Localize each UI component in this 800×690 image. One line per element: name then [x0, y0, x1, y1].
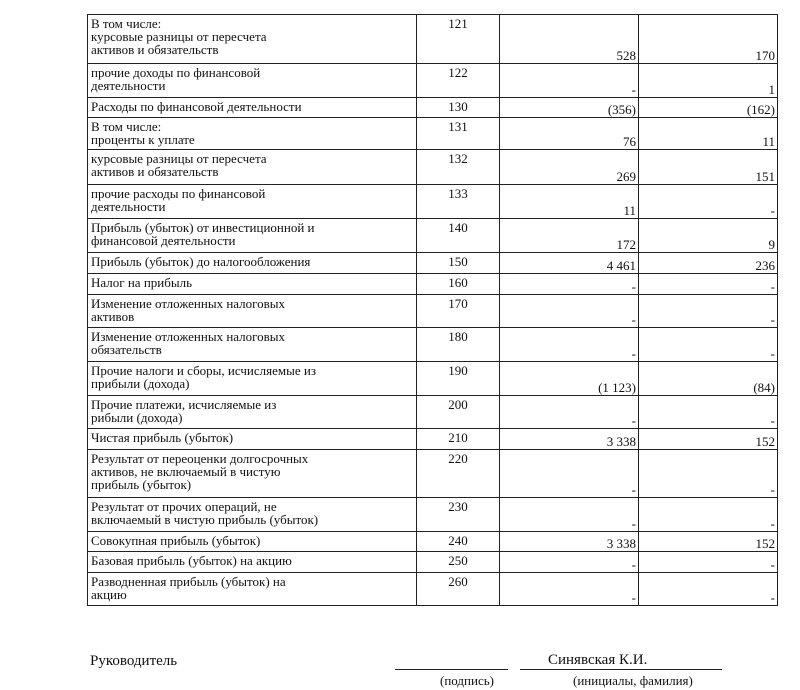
row-code: 140 — [417, 219, 500, 253]
previous-period-value: - — [639, 396, 778, 429]
row-label: В том числе: проценты к уплате — [88, 118, 417, 150]
current-period-value: - — [500, 274, 639, 295]
previous-period-value: (84) — [639, 362, 778, 396]
previous-period-value: - — [639, 498, 778, 532]
table-row — [88, 429, 778, 450]
row-code: 132 — [417, 150, 500, 185]
previous-period-value: 151 — [639, 150, 778, 185]
table-row — [88, 185, 778, 219]
previous-period-value: - — [639, 295, 778, 328]
row-code: 130 — [417, 98, 500, 118]
role-label: Руководитель — [90, 653, 178, 669]
previous-period-value: 236 — [639, 253, 778, 274]
current-period-value: 269 — [500, 150, 639, 185]
row-label: прочие расходы по финансовой деятельности — [88, 185, 417, 219]
row-label: Результат от переоценки долгосрочных активов, не включаемый в чистую прибыль (убыток) — [88, 450, 417, 498]
row-code: 122 — [417, 64, 500, 98]
table-row — [88, 295, 778, 328]
table-row — [88, 573, 778, 606]
table-row — [88, 253, 778, 274]
row-label: Результат от прочих операций, не включаемый в чистую прибыль (убыток) — [88, 498, 417, 532]
row-code: 190 — [417, 362, 500, 396]
row-code: 150 — [417, 253, 500, 274]
row-label: Чистая прибыль (убыток) — [88, 429, 417, 450]
current-period-value: - — [500, 450, 639, 498]
table-row — [88, 532, 778, 552]
row-label: Совокупная прибыль (убыток) — [88, 532, 417, 552]
row-code: 240 — [417, 532, 500, 552]
table-row — [88, 498, 778, 532]
table-row — [88, 15, 778, 64]
row-label: прочие доходы по финансовой деятельности — [88, 64, 417, 98]
row-code: 210 — [417, 429, 500, 450]
row-label: Прочие налоги и сборы, исчисляемые из прибыли (дохода) — [88, 362, 417, 396]
table-row — [88, 328, 778, 362]
previous-period-value: 1 — [639, 64, 778, 98]
name-line — [520, 669, 722, 670]
current-period-value: - — [500, 573, 639, 606]
current-period-value: 528 — [500, 15, 639, 64]
row-label: Изменение отложенных налоговых обязательств — [88, 328, 417, 362]
row-label: Базовая прибыль (убыток) на акцию — [88, 552, 417, 573]
table-row — [88, 552, 778, 573]
current-period-value: 76 — [500, 118, 639, 150]
row-label: Изменение отложенных налоговых активов — [88, 295, 417, 328]
previous-period-value: 152 — [639, 532, 778, 552]
previous-period-value: 152 — [639, 429, 778, 450]
current-period-value: - — [500, 396, 639, 429]
previous-period-value: 170 — [639, 15, 778, 64]
previous-period-value: - — [639, 328, 778, 362]
row-code: 121 — [417, 15, 500, 64]
signature-line — [395, 669, 508, 670]
signature-caption: (подпись) — [440, 673, 494, 688]
row-code: 260 — [417, 573, 500, 606]
current-period-value: 3 338 — [500, 429, 639, 450]
row-label: курсовые разницы от пересчета активов и обязательств — [88, 150, 417, 185]
row-code: 250 — [417, 552, 500, 573]
table-row — [88, 274, 778, 295]
current-period-value: - — [500, 552, 639, 573]
table-row — [88, 396, 778, 429]
current-period-value: 11 — [500, 185, 639, 219]
row-code: 200 — [417, 396, 500, 429]
row-label: Налог на прибыль — [88, 274, 417, 295]
row-label: Прибыль (убыток) от инвестиционной и финансовой деятельности — [88, 219, 417, 253]
current-period-value: (1 123) — [500, 362, 639, 396]
financial-results-table — [87, 14, 778, 606]
current-period-value: - — [500, 498, 639, 532]
current-period-value: (356) — [500, 98, 639, 118]
signatory-name: Синявская К.И. — [548, 652, 648, 668]
row-label: Расходы по финансовой деятельности — [88, 98, 417, 118]
previous-period-value: - — [639, 450, 778, 498]
row-code: 220 — [417, 450, 500, 498]
table-row — [88, 118, 778, 150]
row-code: 170 — [417, 295, 500, 328]
table-row — [88, 150, 778, 185]
row-code: 131 — [417, 118, 500, 150]
table-row — [88, 450, 778, 498]
row-label: Разводненная прибыль (убыток) на акцию — [88, 573, 417, 606]
current-period-value: 3 338 — [500, 532, 639, 552]
current-period-value: 172 — [500, 219, 639, 253]
row-code: 230 — [417, 498, 500, 532]
name-caption: (инициалы, фамилия) — [573, 673, 693, 688]
current-period-value: - — [500, 328, 639, 362]
previous-period-value: - — [639, 185, 778, 219]
previous-period-value: 9 — [639, 219, 778, 253]
current-period-value: 4 461 — [500, 253, 639, 274]
previous-period-value: (162) — [639, 98, 778, 118]
previous-period-value: - — [639, 552, 778, 573]
row-label: Прочие платежи, исчисляемые из рибыли (дохода) — [88, 396, 417, 429]
current-period-value: - — [500, 295, 639, 328]
previous-period-value: - — [639, 274, 778, 295]
row-code: 133 — [417, 185, 500, 219]
table-row — [88, 98, 778, 118]
table-row — [88, 362, 778, 396]
row-label: Прибыль (убыток) до налогообложения — [88, 253, 417, 274]
previous-period-value: 11 — [639, 118, 778, 150]
current-period-value: - — [500, 64, 639, 98]
table-row — [88, 219, 778, 253]
row-code: 160 — [417, 274, 500, 295]
row-code: 180 — [417, 328, 500, 362]
previous-period-value: - — [639, 573, 778, 606]
table-row — [88, 64, 778, 98]
row-label: В том числе: курсовые разницы от пересчета активов и обязательств — [88, 15, 417, 64]
